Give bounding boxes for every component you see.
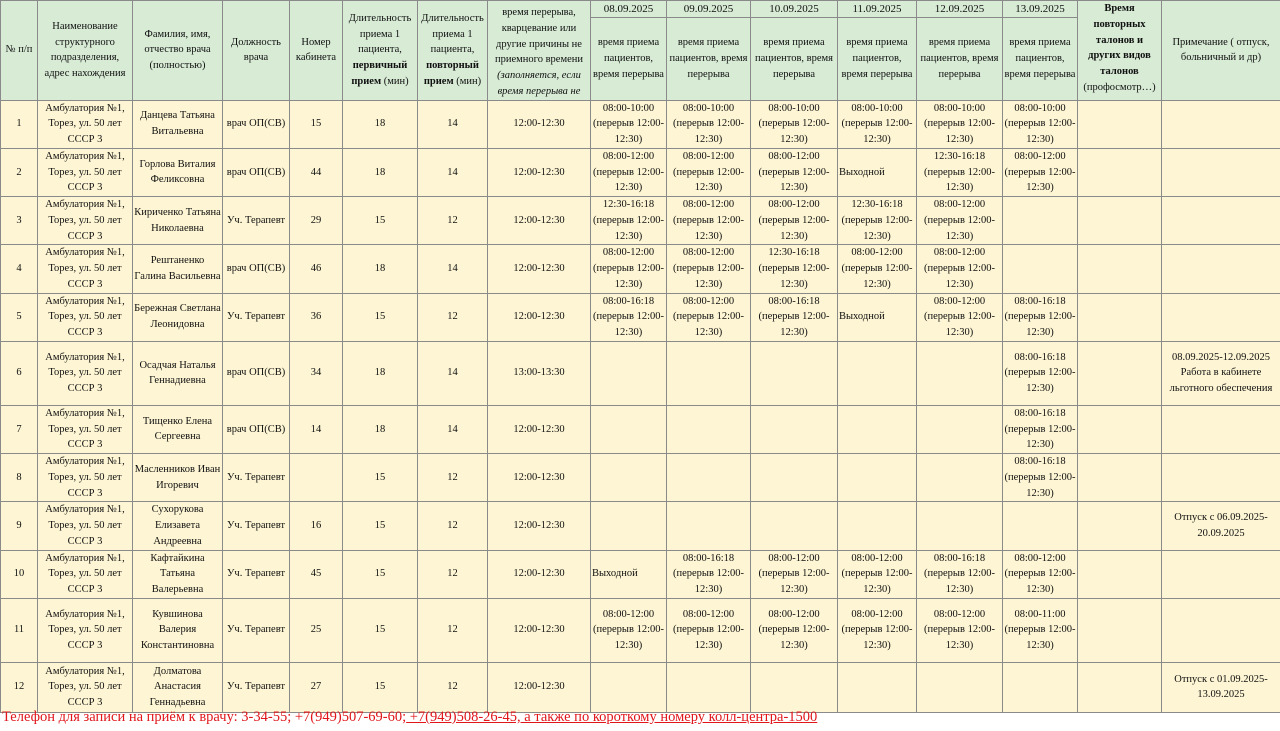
header-repeat-visit: Длительность приема 1 пациента, повторный прием (мин) [418, 1, 488, 101]
room-number: 16 [290, 502, 343, 550]
doctor-name: Масленников Иван Игоревич [133, 454, 223, 502]
first-visit-duration: 18 [343, 100, 418, 148]
day-schedule [667, 502, 751, 550]
unit-address: Амбулатория №1, Торез, ул. 50 лет СССР 3 [38, 293, 133, 341]
row-number: 3 [1, 197, 38, 245]
day-schedule: 12:30-16:18 (перерыв 12:00-12:30) [838, 197, 917, 245]
day-schedule [667, 341, 751, 405]
day-schedule [751, 341, 838, 405]
note-cell: Отпуск с 06.09.2025-20.09.2025 [1162, 502, 1280, 550]
note-cell [1162, 100, 1280, 148]
row-number: 5 [1, 293, 38, 341]
room-number: 34 [290, 341, 343, 405]
first-visit-duration: 15 [343, 598, 418, 662]
day-schedule: 08:00-12:00 (перерыв 12:00-12:30) [591, 598, 667, 662]
day-schedule: 08:00-10:00 (перерыв 12:00-12:30) [838, 100, 917, 148]
note-cell [1162, 245, 1280, 293]
day-schedule: 08:00-16:18 (перерыв 12:00-12:30) [917, 550, 1003, 598]
doctor-position: врач ОП(СВ) [223, 405, 290, 453]
doctor-position: Уч. Терапевт [223, 502, 290, 550]
unit-address: Амбулатория №1, Торез, ул. 50 лет СССР 3 [38, 454, 133, 502]
row-number: 9 [1, 502, 38, 550]
repeat-visit-duration: 12 [418, 454, 488, 502]
day-schedule [838, 341, 917, 405]
header-sub: время приема пациентов, время перерыва [1003, 17, 1078, 100]
doctor-position: Уч. Терапевт [223, 454, 290, 502]
row-number: 7 [1, 405, 38, 453]
day-schedule: 08:00-16:18 (перерыв 12:00-12:30) [1003, 293, 1078, 341]
first-visit-duration: 15 [343, 502, 418, 550]
unit-address: Амбулатория №1, Торез, ул. 50 лет СССР 3 [38, 502, 133, 550]
repeat-visit-duration: 12 [418, 502, 488, 550]
doctor-position: Уч. Терапевт [223, 662, 290, 712]
header-room: Номер кабинета [290, 1, 343, 101]
break-time: 12:00-12:30 [488, 197, 591, 245]
day-schedule [1003, 662, 1078, 712]
day-schedule [667, 662, 751, 712]
doctor-position: врач ОП(СВ) [223, 245, 290, 293]
footer-phone-line: Телефон для записи на приём к врачу: 3-34-55; +7(949)507-69-60; +7(949)508-26-45, а также по короткому номеру колл-центра-1500 [2, 709, 818, 725]
break-time: 12:00-12:30 [488, 293, 591, 341]
day-schedule: 08:00-16:18 (перерыв 12:00-12:30) [1003, 454, 1078, 502]
day-schedule: 08:00-12:00 (перерыв 12:00-12:30) [591, 148, 667, 196]
day-schedule [591, 405, 667, 453]
header-date: 12.09.2025 [917, 1, 1003, 18]
table-row [1, 454, 1280, 502]
day-schedule: 08:00-16:18 (перерыв 12:00-12:30) [1003, 405, 1078, 453]
header-sub: время приема пациентов, время перерыва [667, 17, 751, 100]
header-first-visit: Длительность приема 1 пациента, первичный прием (мин) [343, 1, 418, 101]
room-number: 46 [290, 245, 343, 293]
header-sub: время приема пациентов, время перерыва [917, 17, 1003, 100]
room-number: 14 [290, 405, 343, 453]
header-sub: время приема пациентов, время перерыва [751, 17, 838, 100]
day-schedule: 08:00-12:00 (перерыв 12:00-12:30) [917, 598, 1003, 662]
day-schedule: 08:00-10:00 (перерыв 12:00-12:30) [667, 100, 751, 148]
day-schedule [1003, 502, 1078, 550]
day-schedule: 12:30-16:18 (перерыв 12:00-12:30) [751, 245, 838, 293]
break-time: 12:00-12:30 [488, 100, 591, 148]
extra-tickets [1078, 293, 1162, 341]
day-schedule [838, 502, 917, 550]
doctor-position: Уч. Терапевт [223, 293, 290, 341]
break-time: 12:00-12:30 [488, 148, 591, 196]
unit-address: Амбулатория №1, Торез, ул. 50 лет СССР 3 [38, 405, 133, 453]
break-time: 12:00-12:30 [488, 662, 591, 712]
extra-tickets [1078, 405, 1162, 453]
day-schedule [591, 502, 667, 550]
note-cell [1162, 148, 1280, 196]
table-row [1, 341, 1280, 405]
doctor-name: Кафтайкина Татьяна Валерьевна [133, 550, 223, 598]
note-cell [1162, 550, 1280, 598]
day-schedule: 08:00-10:00 (перерыв 12:00-12:30) [1003, 100, 1078, 148]
first-visit-duration: 15 [343, 662, 418, 712]
header-date: 08.09.2025 [591, 1, 667, 18]
doctor-name: Бережная Светлана Леонидовна [133, 293, 223, 341]
day-schedule: 08:00-12:00 (перерыв 12:00-12:30) [1003, 550, 1078, 598]
note-cell [1162, 293, 1280, 341]
day-schedule [591, 662, 667, 712]
first-visit-duration: 18 [343, 148, 418, 196]
note-cell [1162, 197, 1280, 245]
header-sub: время приема пациентов, время перерыва [838, 17, 917, 100]
day-schedule: 08:00-12:00 (перерыв 12:00-12:30) [751, 148, 838, 196]
row-number: 6 [1, 341, 38, 405]
day-schedule: 08:00-12:00 (перерыв 12:00-12:30) [591, 245, 667, 293]
extra-tickets [1078, 341, 1162, 405]
doctor-name: Кириченко Татьяна Николаевна [133, 197, 223, 245]
day-schedule: 12:30-16:18 (перерыв 12:00-12:30) [591, 197, 667, 245]
room-number: 25 [290, 598, 343, 662]
day-schedule: 08:00-12:00 (перерыв 12:00-12:30) [751, 197, 838, 245]
repeat-visit-duration: 14 [418, 148, 488, 196]
day-schedule [751, 662, 838, 712]
unit-address: Амбулатория №1, Торез, ул. 50 лет СССР 3 [38, 245, 133, 293]
header-date: 13.09.2025 [1003, 1, 1078, 18]
doctor-name: Горлова Виталия Феликсовна [133, 148, 223, 196]
repeat-visit-duration: 12 [418, 293, 488, 341]
repeat-visit-duration: 12 [418, 662, 488, 712]
doctor-position: врач ОП(СВ) [223, 341, 290, 405]
row-number: 10 [1, 550, 38, 598]
first-visit-duration: 15 [343, 550, 418, 598]
day-schedule: 08:00-10:00 (перерыв 12:00-12:30) [917, 100, 1003, 148]
unit-address: Амбулатория №1, Торез, ул. 50 лет СССР 3 [38, 148, 133, 196]
doctor-position: Уч. Терапевт [223, 598, 290, 662]
extra-tickets [1078, 197, 1162, 245]
day-schedule: 08:00-12:00 (перерыв 12:00-12:30) [667, 598, 751, 662]
doctor-name: Осадчая Наталья Геннадиевна [133, 341, 223, 405]
repeat-visit-duration: 14 [418, 100, 488, 148]
day-schedule [591, 454, 667, 502]
first-visit-duration: 15 [343, 454, 418, 502]
day-schedule [917, 341, 1003, 405]
note-cell [1162, 454, 1280, 502]
day-schedule: 08:00-12:00 (перерыв 12:00-12:30) [917, 293, 1003, 341]
first-visit-duration: 18 [343, 245, 418, 293]
day-schedule [917, 454, 1003, 502]
room-number: 29 [290, 197, 343, 245]
break-time: 12:00-12:30 [488, 598, 591, 662]
first-visit-duration: 18 [343, 341, 418, 405]
day-schedule: 08:00-12:00 (перерыв 12:00-12:30) [667, 148, 751, 196]
row-number: 12 [1, 662, 38, 712]
header-extra-tickets: Время повторных талонов и других видов талонов (профосмотр…) [1078, 1, 1162, 101]
repeat-visit-duration: 12 [418, 197, 488, 245]
extra-tickets [1078, 454, 1162, 502]
room-number: 44 [290, 148, 343, 196]
day-schedule: 08:00-12:00 (перерыв 12:00-12:30) [838, 598, 917, 662]
table-row [1, 405, 1280, 453]
doctor-name: Рештаненко Галина Васильевна [133, 245, 223, 293]
doctor-name: Долматова Анастасия Геннадьевна [133, 662, 223, 712]
header-unit: Наименование структурного подразделения, адрес нахождения [38, 1, 133, 101]
extra-tickets [1078, 100, 1162, 148]
table-row [1, 245, 1280, 293]
day-schedule [1003, 197, 1078, 245]
row-number: 4 [1, 245, 38, 293]
day-schedule: 08:00-12:00 (перерыв 12:00-12:30) [667, 197, 751, 245]
room-number: 27 [290, 662, 343, 712]
day-schedule [917, 502, 1003, 550]
doctor-position: врач ОП(СВ) [223, 148, 290, 196]
unit-address: Амбулатория №1, Торез, ул. 50 лет СССР 3 [38, 550, 133, 598]
header-num: № п/п [1, 1, 38, 101]
day-schedule: 08:00-12:00 (перерыв 12:00-12:30) [838, 245, 917, 293]
table-row [1, 197, 1280, 245]
day-schedule: 08:00-16:18 (перерыв 12:00-12:30) [751, 293, 838, 341]
table-row [1, 598, 1280, 662]
table-row [1, 502, 1280, 550]
row-number: 1 [1, 100, 38, 148]
note-cell [1162, 405, 1280, 453]
first-visit-duration: 18 [343, 405, 418, 453]
repeat-visit-duration: 12 [418, 550, 488, 598]
break-time: 12:00-12:30 [488, 245, 591, 293]
doctor-name: Кувшинова Валерия Константиновна [133, 598, 223, 662]
note-cell: 08.09.2025-12.09.2025 Работа в кабинете льготного обеспечения [1162, 341, 1280, 405]
day-schedule [838, 454, 917, 502]
break-time: 13:00-13:30 [488, 341, 591, 405]
day-schedule: 08:00-16:18 (перерыв 12:00-12:30) [591, 293, 667, 341]
day-schedule [751, 502, 838, 550]
row-number: 2 [1, 148, 38, 196]
day-schedule: 08:00-12:00 (перерыв 12:00-12:30) [751, 550, 838, 598]
header-date: 09.09.2025 [667, 1, 751, 18]
day-schedule: Выходной [838, 148, 917, 196]
break-time: 12:00-12:30 [488, 502, 591, 550]
note-cell [1162, 598, 1280, 662]
day-schedule [591, 341, 667, 405]
day-schedule: 08:00-16:18 (перерыв 12:00-12:30) [1003, 341, 1078, 405]
day-schedule: 08:00-10:00 (перерыв 12:00-12:30) [751, 100, 838, 148]
day-schedule [751, 405, 838, 453]
day-schedule [751, 454, 838, 502]
extra-tickets [1078, 502, 1162, 550]
extra-tickets [1078, 598, 1162, 662]
header-note: Примечание ( отпуск, больничный и др) [1162, 1, 1280, 101]
schedule-body [1, 100, 1280, 712]
header-break: время перерыва, кварцевание или другие причины не приемного времени (заполняется, если время перерыва не [488, 1, 591, 101]
repeat-visit-duration: 14 [418, 405, 488, 453]
header-date: 10.09.2025 [751, 1, 838, 18]
doctor-position: врач ОП(СВ) [223, 100, 290, 148]
day-schedule: Выходной [838, 293, 917, 341]
unit-address: Амбулатория №1, Торез, ул. 50 лет СССР 3 [38, 341, 133, 405]
day-schedule: 08:00-12:00 (перерыв 12:00-12:30) [667, 293, 751, 341]
repeat-visit-duration: 14 [418, 245, 488, 293]
extra-tickets [1078, 662, 1162, 712]
extra-tickets [1078, 148, 1162, 196]
day-schedule [667, 454, 751, 502]
extra-tickets [1078, 550, 1162, 598]
unit-address: Амбулатория №1, Торез, ул. 50 лет СССР 3 [38, 100, 133, 148]
room-number [290, 454, 343, 502]
header-sub: время приема пациентов, время перерыва [591, 17, 667, 100]
doctor-name: Тищенко Елена Сергеевна [133, 405, 223, 453]
table-row [1, 662, 1280, 712]
room-number: 15 [290, 100, 343, 148]
unit-address: Амбулатория №1, Торез, ул. 50 лет СССР 3 [38, 662, 133, 712]
day-schedule [917, 662, 1003, 712]
repeat-visit-duration: 12 [418, 598, 488, 662]
day-schedule: 12:30-16:18 (перерыв 12:00-12:30) [917, 148, 1003, 196]
table-row [1, 293, 1280, 341]
break-time: 12:00-12:30 [488, 454, 591, 502]
day-schedule: 08:00-12:00 (перерыв 12:00-12:30) [667, 245, 751, 293]
doctor-name: Данцева Татьяна Витальевна [133, 100, 223, 148]
day-schedule [667, 405, 751, 453]
doctor-position: Уч. Терапевт [223, 197, 290, 245]
header-fio: Фамилия, имя, отчество врача (полностью) [133, 1, 223, 101]
day-schedule [917, 405, 1003, 453]
extra-tickets [1078, 245, 1162, 293]
break-time: 12:00-12:30 [488, 405, 591, 453]
header-position: Должность врача [223, 1, 290, 101]
header-date: 11.09.2025 [838, 1, 917, 18]
day-schedule: 08:00-12:00 (перерыв 12:00-12:30) [838, 550, 917, 598]
day-schedule: 08:00-16:18 (перерыв 12:00-12:30) [667, 550, 751, 598]
day-schedule: Выходной [591, 550, 667, 598]
table-row [1, 550, 1280, 598]
room-number: 45 [290, 550, 343, 598]
day-schedule: 08:00-12:00 (перерыв 12:00-12:30) [917, 245, 1003, 293]
note-cell: Отпуск с 01.09.2025-13.09.2025 [1162, 662, 1280, 712]
table-row [1, 100, 1280, 148]
day-schedule: 08:00-12:00 (перерыв 12:00-12:30) [917, 197, 1003, 245]
unit-address: Амбулатория №1, Торез, ул. 50 лет СССР 3 [38, 197, 133, 245]
day-schedule: 08:00-12:00 (перерыв 12:00-12:30) [1003, 148, 1078, 196]
day-schedule: 08:00-11:00 (перерыв 12:00-12:30) [1003, 598, 1078, 662]
day-schedule [838, 405, 917, 453]
doctor-position: Уч. Терапевт [223, 550, 290, 598]
day-schedule [1003, 245, 1078, 293]
break-time: 12:00-12:30 [488, 550, 591, 598]
day-schedule: 08:00-10:00 (перерыв 12:00-12:30) [591, 100, 667, 148]
day-schedule: 08:00-12:00 (перерыв 12:00-12:30) [751, 598, 838, 662]
row-number: 11 [1, 598, 38, 662]
row-number: 8 [1, 454, 38, 502]
day-schedule [838, 662, 917, 712]
repeat-visit-duration: 14 [418, 341, 488, 405]
doctor-name: Сухорукова Елизавета Андреевна [133, 502, 223, 550]
first-visit-duration: 15 [343, 293, 418, 341]
table-row [1, 148, 1280, 196]
unit-address: Амбулатория №1, Торез, ул. 50 лет СССР 3 [38, 598, 133, 662]
room-number: 36 [290, 293, 343, 341]
first-visit-duration: 15 [343, 197, 418, 245]
